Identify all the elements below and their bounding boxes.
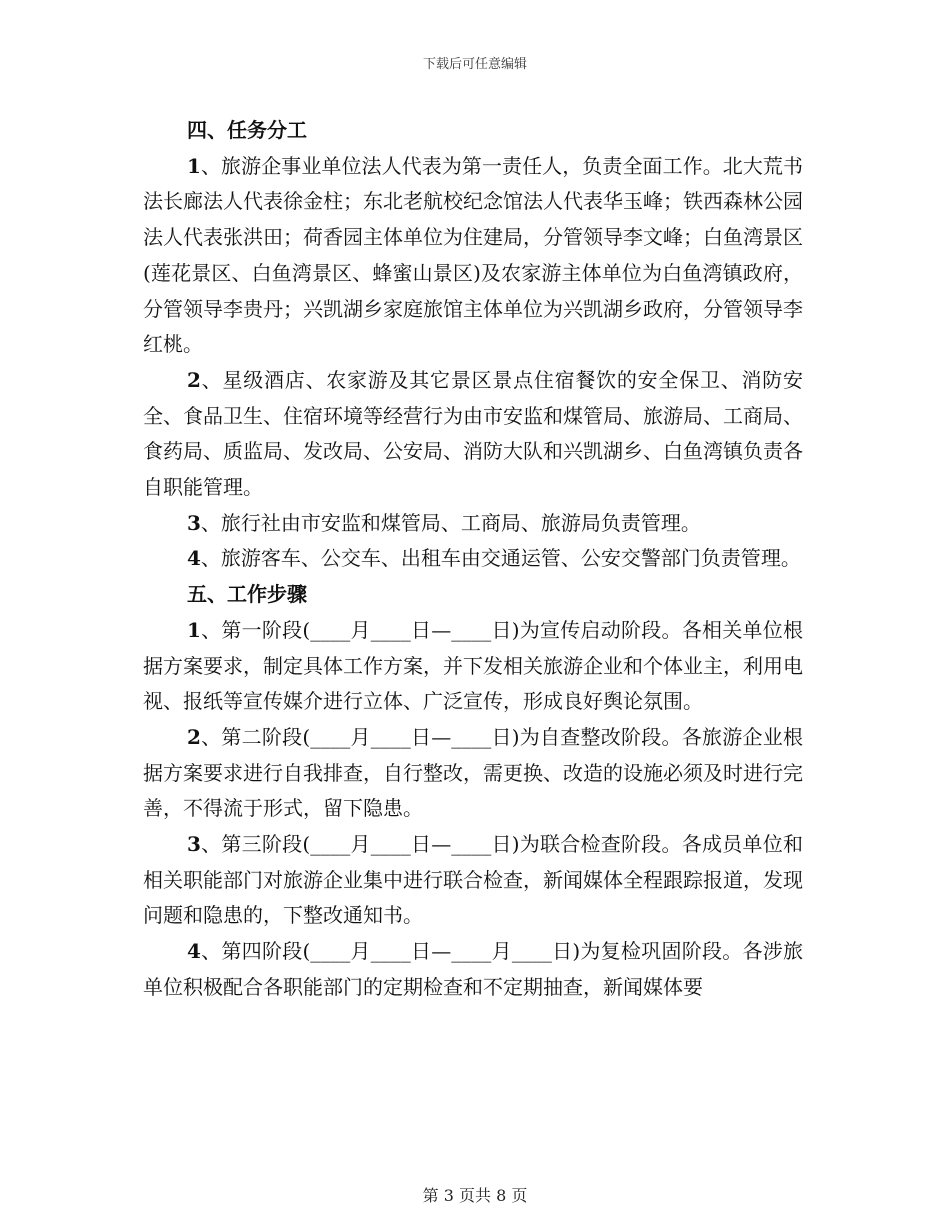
item-number: 2 bbox=[187, 724, 201, 749]
paragraph-text: 、旅行社由市安监和煤管局、工商局、旅游局负责管理。 bbox=[200, 510, 701, 535]
item-number: 1 bbox=[187, 617, 201, 642]
item-number: 1 bbox=[187, 153, 201, 178]
paragraph bbox=[143, 934, 803, 1005]
item-number: 4 bbox=[187, 546, 201, 571]
section-heading: 五、工作步骤 bbox=[187, 582, 307, 607]
page-header: 下载后可任意编辑 bbox=[422, 57, 527, 72]
paragraph-text: 、旅游企事业单位法人代表为第一责任人，负责全面工作。北大荒书法长廊法人代表徐金柱；东北老航校纪念馆法人代表华玉峰；铁西森林公园法人代表张洪田；荷香园主体单位为住建局，分管领导李文峰；白鱼湾景区(莲花景区、白鱼湾景区、蜂蜜山景区)及农家游主体单位为白鱼湾镇政府，分管领导李贵丹；兴凯湖乡家庭旅馆主体单位为兴凯湖乡政府，分管领导李红桃。 bbox=[143, 153, 803, 357]
paragraph bbox=[143, 613, 803, 720]
item-number: 3 bbox=[187, 832, 201, 857]
paragraph-text: 、旅游客车、公交车、出租车由交通运管、公安交警部门负责管理。 bbox=[200, 546, 801, 571]
paragraph-text: 、第四阶段(____月____日—____月____日)为复检巩固阶段。各涉旅单位积极配合各职能部门的定期检查和不定期抽查，新闻媒体要 bbox=[143, 939, 803, 999]
paragraph bbox=[143, 720, 803, 827]
paragraph-text: 、星级酒店、农家游及其它景区景点住宿餐饮的安全保卫、消防安全、食品卫生、住宿环境等经营行为由市安监和煤管局、旅游局、工商局、食药局、质监局、发改局、公安局、消防大队和兴凯湖乡、白鱼湾镇负责各自职能管理。 bbox=[143, 367, 803, 500]
paragraph-text: 、第二阶段(____月____日—____日)为自查整改阶段。各旅游企业根据方案要求进行自我排查，自行整改，需更换、改造的设施必须及时进行完善，不得流于形式，留下隐患。 bbox=[143, 724, 803, 821]
paragraph bbox=[143, 541, 803, 577]
item-number: 2 bbox=[187, 367, 201, 392]
paragraph bbox=[143, 827, 803, 934]
paragraph-text: 、第三阶段(____月____日—____日)为联合检查阶段。各成员单位和相关职能部门对旅游企业集中进行联合检查，新闻媒体全程跟踪报道，发现问题和隐患的，下整改通知书。 bbox=[143, 832, 803, 928]
section-heading: 四、任务分工 bbox=[187, 118, 307, 142]
page-footer: 第 3 页共 8 页 bbox=[422, 1186, 528, 1205]
paragraph-text: 、第一阶段(____月____日—____日)为宣传启动阶段。各相关单位根据方案要求，制定具体工作方案，并下发相关旅游企业和个体业主，利用电视、报纸等宣传媒介进行立体、广泛宣传，形成良好舆论氛围。 bbox=[143, 617, 803, 714]
document-body bbox=[143, 113, 803, 1006]
paragraph bbox=[143, 363, 803, 506]
item-number: 3 bbox=[187, 510, 201, 535]
item-number: 4 bbox=[187, 939, 201, 964]
paragraph bbox=[143, 149, 803, 363]
paragraph bbox=[143, 506, 803, 542]
